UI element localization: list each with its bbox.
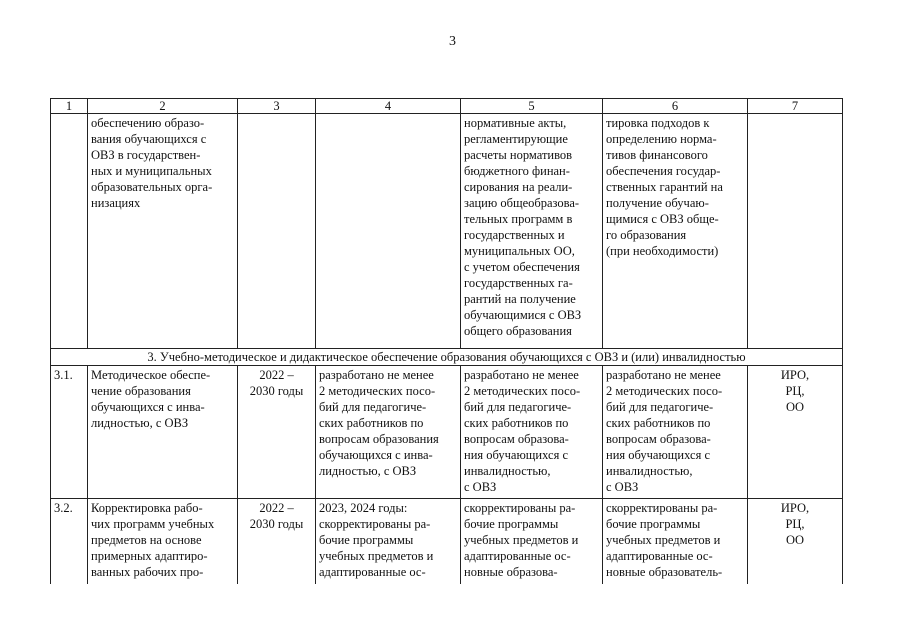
activity-cell: обеспечению образо- вания обучающихся с ОВЗ в государствен- ных и муниципальных образовательных орга- низациях bbox=[88, 114, 238, 349]
result-cell: разработано не менее 2 методических посо- бий для педагогиче- ских работников по вопросам образова- ния обучающихся с инвалидностью, с ОВЗ bbox=[461, 366, 603, 499]
row-number-cell bbox=[51, 114, 88, 349]
result-cell: скорректированы ра- бочие программы учебных предметов и адаптированные ос- новные образователь- bbox=[603, 499, 748, 585]
executors-cell: ИРО, РЦ, ОО bbox=[748, 366, 843, 499]
period-cell: 2022 – 2030 годы bbox=[238, 366, 316, 499]
column-number-row bbox=[51, 99, 843, 114]
result-cell: разработано не менее 2 методических посо- бий для педагогиче- ских работников по вопросам образования обучающихся с инва- лидностью, с ОВЗ bbox=[316, 366, 461, 499]
column-number: 1 bbox=[51, 99, 88, 114]
column-number: 7 bbox=[748, 99, 843, 114]
row-number-cell: 3.1. bbox=[51, 366, 88, 499]
result-cell: нормативные акты, регламентирующие расчеты нормативов бюджетного финан- сирования на реали- зацию общеобразова- тельных программ в государственных и муниципальных ОО, с учетом обеспечения государственных га- рантий на получение обучающимися с ОВЗ общего образования bbox=[461, 114, 603, 349]
result-cell: разработано не менее 2 методических посо- бий для педагогиче- ских работников по вопросам образова- ния обучающихся с инвалидностью, с ОВЗ bbox=[603, 366, 748, 499]
result-cell bbox=[316, 114, 461, 349]
column-number: 2 bbox=[88, 99, 238, 114]
activity-cell: Корректировка рабо- чих программ учебных предметов на основе примерных адаптиро- ванных рабочих про- bbox=[88, 499, 238, 585]
table-row bbox=[51, 114, 843, 349]
period-cell: 2022 – 2030 годы bbox=[238, 499, 316, 585]
table-row bbox=[51, 366, 843, 499]
executors-cell bbox=[748, 114, 843, 349]
column-number: 3 bbox=[238, 99, 316, 114]
column-number: 4 bbox=[316, 99, 461, 114]
row-number-cell: 3.2. bbox=[51, 499, 88, 585]
section-heading: 3. Учебно-методическое и дидактическое обеспечение образования обучающихся с ОВЗ и (или) инвалидностью bbox=[51, 349, 843, 366]
plan-table bbox=[50, 98, 843, 584]
period-cell bbox=[238, 114, 316, 349]
table-row bbox=[51, 499, 843, 585]
section-heading-row bbox=[51, 349, 843, 366]
executors-cell: ИРО, РЦ, ОО bbox=[748, 499, 843, 585]
column-number: 5 bbox=[461, 99, 603, 114]
page-number: 3 bbox=[449, 34, 456, 49]
result-cell: скорректированы ра- бочие программы учебных предметов и адаптированные ос- новные образова- bbox=[461, 499, 603, 585]
result-cell: тировка подходов к определению норма- тивов финансового обеспечения государ- ственных гарантий на получение обучаю- щимися с ОВЗ обще- го образования (при необходимости) bbox=[603, 114, 748, 349]
result-cell: 2023, 2024 годы: скорректированы ра- бочие программы учебных предметов и адаптированные ос- bbox=[316, 499, 461, 585]
column-number: 6 bbox=[603, 99, 748, 114]
activity-cell: Методическое обеспе- чение образования обучающихся с инва- лидностью, с ОВЗ bbox=[88, 366, 238, 499]
